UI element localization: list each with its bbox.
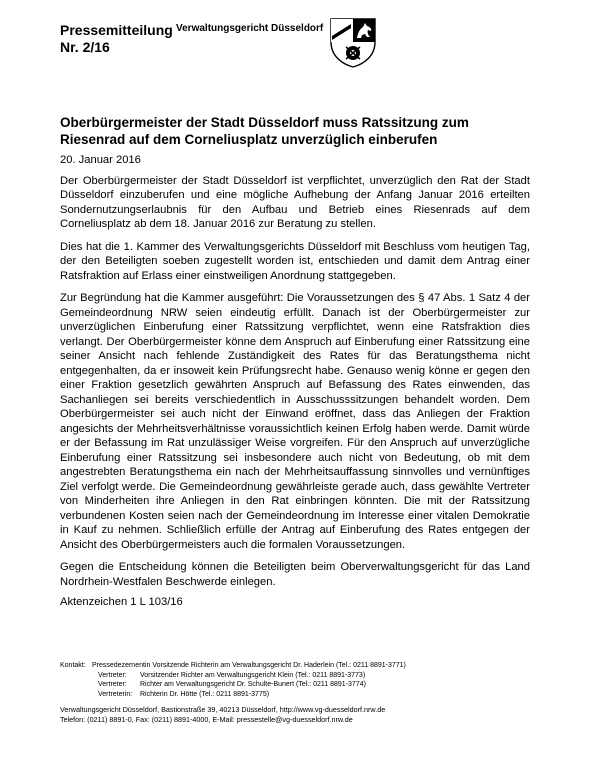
paragraph: Zur Begründung hat die Kammer ausgeführt: Die Voraussetzungen des § 47 Abs. 1 Satz 4 der Gemeindeordnung NRW seien eindeutig erfüllt. Danach ist der Oberbürgermeister zur unverzüglichen Einberufung einer Ratssitzung verpflichtet, wenn eine Ratsfraktion dies verlangt. Der Oberbürgermeister könne dem Anspruch auf Einberufung einer Ratssitzung eine seiner Ansicht nach fehlende Zuständigkeit des Rates für das Beratungsthema nicht entgegenhalten, da er insoweit kein Prüfungsrecht habe. Genauso wenig könne er gegen den einer Fraktion gesetzlich gewährten Anspruch auf Befassung des Rates einwenden, das Sachanliegen sei bereits verschiedentlich in Ausschusssitzungen behandelt worden. Dem Oberbürgermeister sei auch nicht der Einwand eröffnet, dass das Anliegen der Fraktion angesichts der Mehrheitsverhältnisse voraussichtlich keinen Erfolg haben werde. Damit würde er der Befassung im Rat unzulässiger Weise vorgreifen. Für den Anspruch auf unverzügliche Einberufung einer Ratssitzung sei insbesondere auch nicht von Bedeutung, ob mit dem angestrebten Beratungsthema ein nach der Mehrheitsauffassung sinnvolles und vernünftiges Ziel verfolgt werde. Die Gemeindeordnung gewährleiste gerade auch, dass gewählte Vertreter von Minderheiten ihre Anliegen in den Rat einbringen könnten. Die mit der Ratssitzung verbundenen Kosten seien nach der Gemeindeordnung im Interesse einer vitalen Demokratie in Kauf zu nehmen. Schließlich erfülle der Antrag auf Einberufung des Rates entgegen der Ansicht des Oberbürgermeisters auch die formalen Voraussetzungen.	[60, 292, 530, 551]
contact-row	[60, 680, 560, 690]
contact-text: Pressedezernentin Vorsitzende Richterin am Verwaltungsgericht Dr. Haderlein (Tel.: 0211 8891-3771)	[92, 662, 406, 669]
footer	[60, 705, 560, 724]
contact-block	[60, 661, 560, 699]
case-number: Aktenzeichen 1 L 103/16	[60, 596, 183, 608]
release-number: Nr. 2/16	[60, 39, 110, 55]
contact-text: Richter am Verwaltungsgericht Dr. Schulte-Bunert (Tel.: 0211 8891-3774)	[140, 681, 366, 688]
contact-role-label: Vertreter:	[98, 671, 127, 679]
contact-role-label: Vertreter:	[98, 681, 127, 688]
footer-address: Verwaltungsgericht Düsseldorf, Bastionstraße 39, 40213 Düsseldorf, http://www.vg-duesseldorf.nrw.de	[60, 705, 386, 714]
footer-phone: Telefon: (0211) 8891-0, Fax: (0211) 8891-4000, E-Mail: pressestelle@vg-duesseldorf.nrw.de	[60, 714, 353, 724]
court-name: Verwaltungsgericht Düsseldorf	[176, 23, 324, 34]
contact-row	[60, 661, 560, 671]
contact-role-label: Vertreterin:	[98, 690, 133, 698]
nrw-coat-of-arms-icon	[330, 18, 376, 68]
contact-text: Vorsitzender Richter am Verwaltungsgericht Klein (Tel.: 0211 8891-3773)	[140, 671, 366, 679]
headline: Oberbürgermeister der Stadt Düsseldorf muss Ratssitzung zum Riesenrad auf dem Corneliusplatz unverzüglich einberufen	[60, 115, 469, 147]
contact-label: Kontakt:	[60, 662, 86, 669]
press-release-body	[60, 153, 530, 618]
contact-text: Richterin Dr. Hötte (Tel.: 0211 8891-3775)	[140, 690, 270, 698]
release-date: 20. Januar 2016	[60, 154, 141, 166]
paragraph: Gegen die Entscheidung können die Beteiligten beim Oberverwaltungsgericht für das Land Nordrhein-Westfalen Beschwerde einlegen.	[60, 561, 530, 588]
paragraph: Dies hat die 1. Kammer des Verwaltungsgerichts Düsseldorf mit Beschluss vom heutigen Tag, der den Beteiligten soeben zugestellt worden ist, entschieden und damit dem Antrag einer Ratsfraktion auf Erlass einer einstweiligen Anordnung stattgegeben.	[60, 240, 530, 282]
contact-row	[60, 671, 560, 681]
paragraph: Der Oberbürgermeister der Stadt Düsseldorf ist verpflichtet, unverzüglich den Rat der Stadt Düsseldorf einzuberufen und eine mögliche Aufhebung der Anfang Januar 2016 erteilten Sondernutzungserlaubnis für den Aufbau und Betrieb eines Riesenrads auf dem Corneliusplatz ab dem 18. Januar 2016 zur Beratung zu stellen.	[60, 174, 530, 230]
contact-row	[60, 690, 560, 700]
document-type-title: Pressemitteilung	[60, 22, 173, 38]
